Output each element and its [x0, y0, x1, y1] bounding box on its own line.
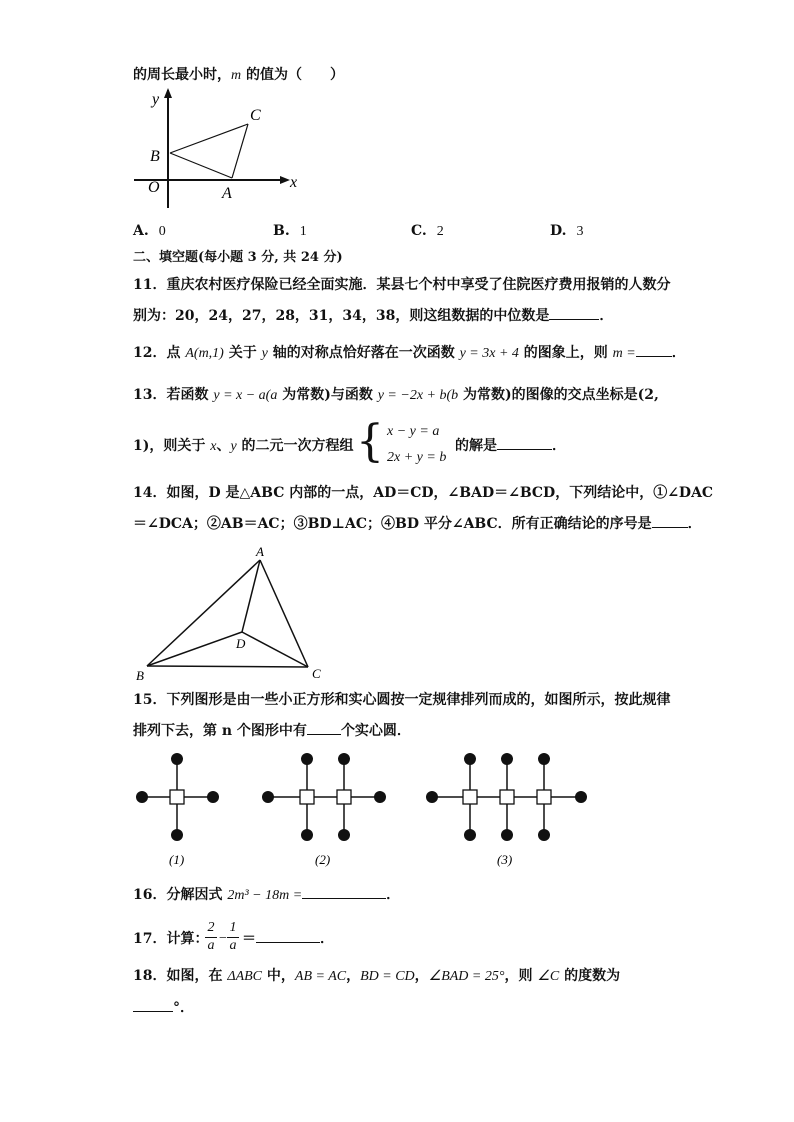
q18-tri: ΔABC: [227, 969, 263, 984]
q17-fraction-2: [227, 920, 239, 954]
q14-label-a: A: [256, 544, 264, 559]
q18-p2: 中，: [262, 968, 295, 984]
q13-p4: 1)，则关于: [133, 438, 211, 454]
q17-answer-blank[interactable]: [256, 930, 320, 943]
q15-line2b: 个实心圆．: [340, 723, 411, 739]
q13-p2: 为常数)与函数: [277, 387, 378, 403]
q13-answer-blank[interactable]: [497, 437, 552, 450]
q15-square: [300, 790, 314, 804]
q15-dot: [301, 829, 313, 841]
q15-dot: [374, 791, 386, 803]
q18-tail: °．: [173, 1000, 194, 1016]
q14-answer-blank[interactable]: [652, 515, 688, 528]
q16-p1: 16．分解因式: [133, 887, 228, 903]
q10-option-b-value: 1: [299, 224, 307, 239]
q18-line2: [133, 999, 194, 1017]
q15-label-3: (3): [497, 852, 513, 867]
q18-p1: 18．如图，在: [133, 968, 228, 984]
q18-p6: 的度数为: [559, 968, 621, 984]
q13-p3: 为常数)的图像的交点坐标是(2,: [458, 387, 659, 403]
q15-dot: [464, 753, 476, 765]
q15-dot: [338, 829, 350, 841]
q17-label: 17．计算：: [133, 931, 209, 947]
q15-square: [500, 790, 514, 804]
q17-denominator-2: a: [229, 938, 237, 953]
q17-answer: [242, 930, 334, 948]
q15-dot: [171, 829, 183, 841]
q11-answer-blank[interactable]: [549, 307, 599, 320]
q15-square: [537, 790, 551, 804]
q13-line1: [133, 386, 659, 405]
q18-line1: [133, 967, 620, 986]
q14-line2-text: ＝∠DCA；②AB＝AC；③BD⊥AC；④BD 平分∠ABC．所有正确结论的序号是: [133, 516, 652, 532]
q18-c2: BD = CD: [360, 969, 415, 984]
q10-option-a: [133, 223, 166, 240]
q12-p4: 的图象上，则: [518, 345, 613, 361]
q10-option-d-value: 3: [576, 224, 584, 239]
q13-p1: 13．若函数: [133, 387, 214, 403]
q13-p7: 的解是: [455, 438, 497, 454]
q15-dot: [538, 753, 550, 765]
q13-line2: [133, 437, 354, 456]
q17-eq: ＝: [242, 931, 256, 947]
q12-p1: 12．点: [133, 345, 186, 361]
q11-tail: ．: [599, 308, 614, 324]
q10-stem: [133, 66, 344, 85]
q13-vy: y: [230, 439, 237, 454]
q12-p2: 关于: [223, 345, 262, 361]
q10-label-y: y: [152, 91, 160, 108]
q10-label-c: C: [250, 107, 261, 124]
q18-c3: ∠BAD = 25°: [428, 969, 505, 984]
q16-line: [133, 886, 400, 905]
q16-answer-blank[interactable]: [302, 886, 386, 899]
q14-label-c: C: [312, 666, 321, 681]
q13-eq2: 2x + y = b: [387, 450, 447, 465]
q12-point: A(m,1): [185, 346, 224, 361]
q15-line2a: 排列下去，第 n 个图形中有: [133, 723, 307, 739]
q12-tail: ．: [671, 345, 686, 361]
q13-f1: y = x − a(a: [213, 388, 278, 403]
q12-m: m =: [612, 346, 636, 361]
q15-dot: [501, 753, 513, 765]
q15-figure-2: [262, 753, 386, 867]
q12-func: y = 3x + 4: [459, 346, 519, 361]
q12-axis: y: [261, 346, 268, 361]
q18-c1: AB = AC: [294, 969, 347, 984]
q15-dot: [538, 829, 550, 841]
q15-answer-blank[interactable]: [307, 722, 341, 735]
q10-option-b-key: B.: [273, 223, 290, 239]
q15-square: [170, 790, 184, 804]
q10-option-c: [411, 223, 444, 240]
q18-ang: ∠C: [537, 969, 560, 984]
q10-label-o: O: [148, 179, 160, 196]
q14-tail: ．: [687, 516, 702, 532]
q12-p3: 轴的对称点恰好落在一次函数: [267, 345, 460, 361]
q17-numerator-1: 2: [207, 920, 215, 935]
q15-dot: [301, 753, 313, 765]
q15-pattern-figure: [125, 745, 595, 870]
q17-minus: −: [219, 931, 227, 946]
q10-label-a: A: [222, 185, 232, 202]
q10-option-b: [273, 223, 307, 240]
q15-dot: [171, 753, 183, 765]
q10-option-d-key: D.: [550, 223, 567, 239]
q10-stem-a: 的周长最小时，: [133, 67, 231, 83]
q15-dot: [207, 791, 219, 803]
q10-option-d: [550, 223, 584, 240]
q14-line1: 14．如图，D 是△ABC 内部的一点，AD＝CD，∠BAD＝∠BCD，下列结论中，①∠DAC: [133, 485, 714, 501]
q15-label-1: (1): [169, 852, 185, 867]
q13-vx: x: [210, 439, 217, 454]
q10-option-c-value: 2: [436, 224, 444, 239]
q15-figure-3: [426, 753, 587, 867]
q14-label-d: D: [236, 636, 246, 651]
q18-p5: ，则: [504, 968, 538, 984]
q16-tail: ．: [386, 887, 401, 903]
q15-square: [463, 790, 477, 804]
q15-line2: [133, 722, 411, 740]
q16-expr: 2m³ − 18m =: [227, 888, 303, 903]
q13-tail: ．: [552, 438, 566, 454]
q13-p6: 的二元一次方程组: [236, 438, 354, 454]
q10-stem-b: 的值为（ ）: [241, 67, 344, 83]
q15-dot: [338, 753, 350, 765]
section-title: 二、填空题(每小题 3 分, 共 24 分): [133, 250, 343, 265]
q17-tail: ．: [320, 931, 334, 947]
q18-answer-blank[interactable]: [133, 999, 173, 1012]
q15-dot: [262, 791, 274, 803]
q10-option-a-value: 0: [158, 224, 166, 239]
q14-triangle-figure: [132, 540, 332, 686]
q14-line2: [133, 515, 702, 533]
q14-label-b: B: [136, 668, 144, 683]
q15-square: [337, 790, 351, 804]
q15-dot: [136, 791, 148, 803]
q17-denominator-1: a: [207, 938, 215, 953]
q10-var-m: m: [231, 68, 242, 83]
q12-line: [133, 344, 686, 363]
q13-line2-end: [455, 437, 566, 455]
q13-p5: 、: [216, 438, 231, 454]
q10-label-x: x: [290, 174, 298, 191]
q13-brace: {: [356, 416, 384, 467]
q10-coordinate-figure: [130, 86, 310, 212]
q11-line1: 11．重庆农村医疗保险已经全面实施．某县七个村中享受了住院医疗费用报销的人数分: [133, 277, 671, 293]
q11-line2: [133, 307, 613, 325]
q18-p4: ，: [414, 968, 429, 984]
q17-fraction-1: [205, 920, 217, 954]
q15-dot: [575, 791, 587, 803]
q18-p3: ，: [346, 968, 361, 984]
q15-line1: 15．下列图形是由一些小正方形和实心圆按一定规律排列而成的，如图所示，按此规律: [133, 692, 671, 708]
q15-dot: [426, 791, 438, 803]
q13-eq1: x − y = a: [387, 424, 440, 439]
q13-f2: y = −2x + b(b: [377, 388, 459, 403]
q15-label-2: (2): [315, 852, 331, 867]
q15-dot: [464, 829, 476, 841]
q15-dot: [501, 829, 513, 841]
q17-numerator-2: 1: [229, 920, 237, 935]
q10-option-a-key: A.: [133, 223, 149, 239]
q11-line2-text: 别为：20，24，27，28，31，34，38，则这组数据的中位数是: [133, 308, 550, 324]
q15-figure-1: [136, 753, 219, 867]
q10-option-c-key: C.: [411, 223, 427, 239]
q12-answer-blank[interactable]: [636, 344, 672, 357]
q10-label-b: B: [150, 148, 160, 165]
